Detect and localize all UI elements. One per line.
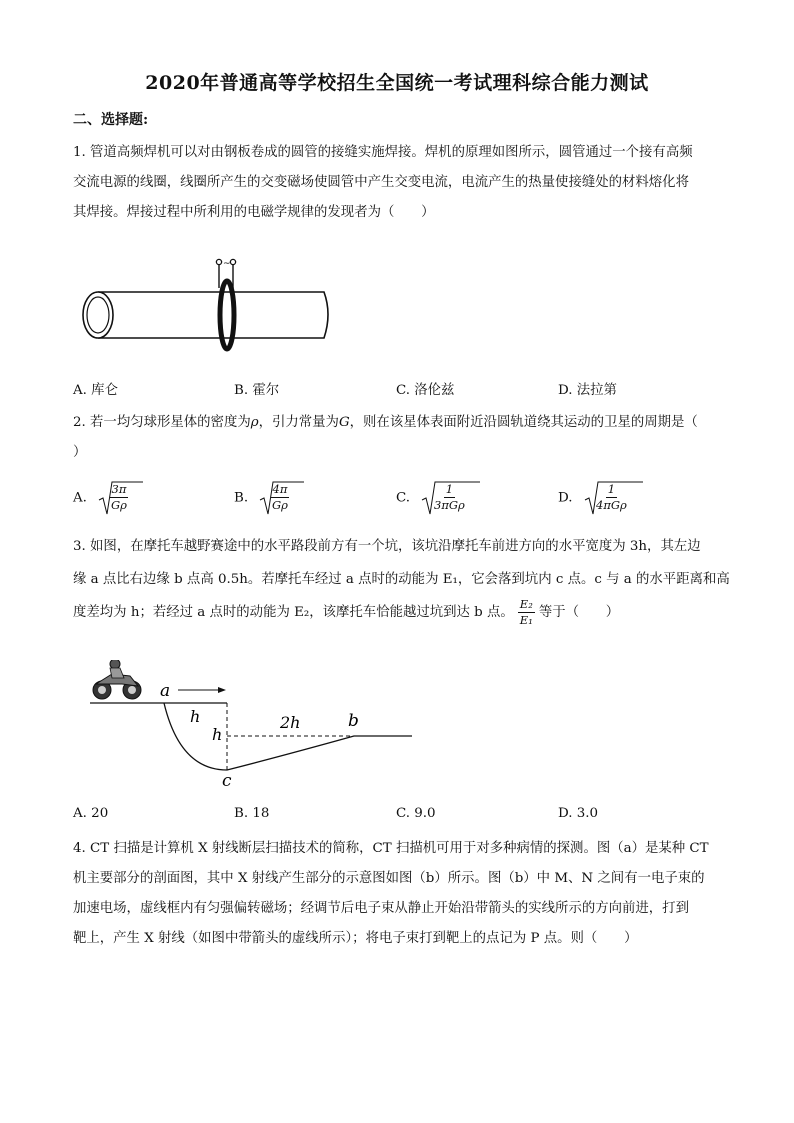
q3-option-d: D. 3.0 <box>558 806 599 821</box>
q4-line-3: 加速电场，虚线框内有匀强偏转磁场；经调节后电子束从静止开始沿带箭头的实线所示的方向前进，打到 <box>73 901 689 916</box>
q1-option-d: D. 法拉第 <box>558 383 617 398</box>
q2-option-d: D. 1 4πGρ <box>558 478 645 518</box>
question-4-text <box>73 834 733 954</box>
pit-figure <box>82 660 422 800</box>
q4-line-2: 机主要部分的剖面图，其中 X 射线产生部分的示意图如图（b）所示。图（b）中 M、N 之间有一电子束的 <box>73 871 705 886</box>
energy-ratio: $\frac{\text{E₂}}{\text{E₁}}$ <box>519 597 533 627</box>
q1-option-b: B. 霍尔 <box>234 383 280 398</box>
label-b: b <box>348 711 359 731</box>
welding-pipe-figure <box>78 254 340 360</box>
q4-line-1: 4. CT 扫描是计算机 X 射线断层扫描技术的简称，CT 扫描机可用于对多种病情的探测。图（a）是某种 CT <box>73 841 709 856</box>
q3-line-3: 度差均为 h；若经过 a 点时的动能为 E₂，该摩托车恰能越过坑到达 b 点。 $\frac{\text{E₂}}{\text{E₁}}$ 等于（ ） <box>73 597 620 627</box>
q3-line-2: 缘 a 点比右边缘 b 点高 0.5h。若摩托车经过 a 点时的动能为 E₁，它会落到坑内 c 点。c 与 a 的水平距离和高 <box>73 572 730 587</box>
q4-line-4: 靶上，产生 X 射线（如图中带箭头的虚线所示）；将电子束打到靶上的点记为 P 点。则（ ） <box>73 931 638 946</box>
q2-option-a: A. $\frac{3\pi}{G\rho}$ <box>73 478 145 518</box>
motorcycle-icon <box>93 660 141 699</box>
q3-line-1: 3. 如图，在摩托车越野赛途中的水平路段前方有一个坑，该坑沿摩托车前进方向的水平宽度为 3h，其左边 <box>73 539 701 554</box>
page-title: 2020年普通高等学校招生全国统一考试理科综合能力测试 <box>145 72 649 94</box>
label-a: a <box>160 681 171 701</box>
q1-line-1: 1. 管道高频焊机可以对由钢板卷成的圆管的接缝实施焊接。焊机的原理如图所示，圆管通过一个接有高频 <box>73 145 693 160</box>
q3-option-b: B. 18 <box>234 806 270 821</box>
label-c: c <box>222 771 232 791</box>
q3-option-a: A. 20 <box>73 806 109 821</box>
label-h-vertical: h <box>212 725 223 744</box>
q2-option-c: C. 1 3πGρ <box>396 478 482 518</box>
q2-option-b: B. $\frac{4\pi}{G\rho}$ <box>234 478 306 518</box>
q2-line-1: 2. 若一均匀球形星体的密度为ρ，引力常量为G，则在该星体表面附近沿圆轨道绕其运动的卫星的周期是（ <box>73 415 698 430</box>
q1-option-a: A. 库仑 <box>73 383 118 398</box>
q1-line-2: 交流电源的线圈，线圈所产生的交变磁场使圆管中产生交变电流，电流产生的热量使接缝处的材料熔化将 <box>73 175 689 190</box>
question-1-text <box>73 138 733 228</box>
q1-line-3: 其焊接。焊接过程中所利用的电磁学规律的发现者为（ ） <box>73 205 435 220</box>
question-3-text <box>73 530 733 629</box>
q3-option-c: C. 9.0 <box>396 806 436 821</box>
question-2-text <box>73 408 733 468</box>
label-2h: 2h <box>280 713 301 732</box>
section-heading: 二、选择题: <box>73 112 149 128</box>
q1-option-c: C. 洛伦兹 <box>396 383 455 398</box>
label-h-horizontal: h <box>190 707 201 726</box>
ac-symbol: ~ <box>223 259 231 269</box>
q2-line-2: ） <box>73 445 87 460</box>
